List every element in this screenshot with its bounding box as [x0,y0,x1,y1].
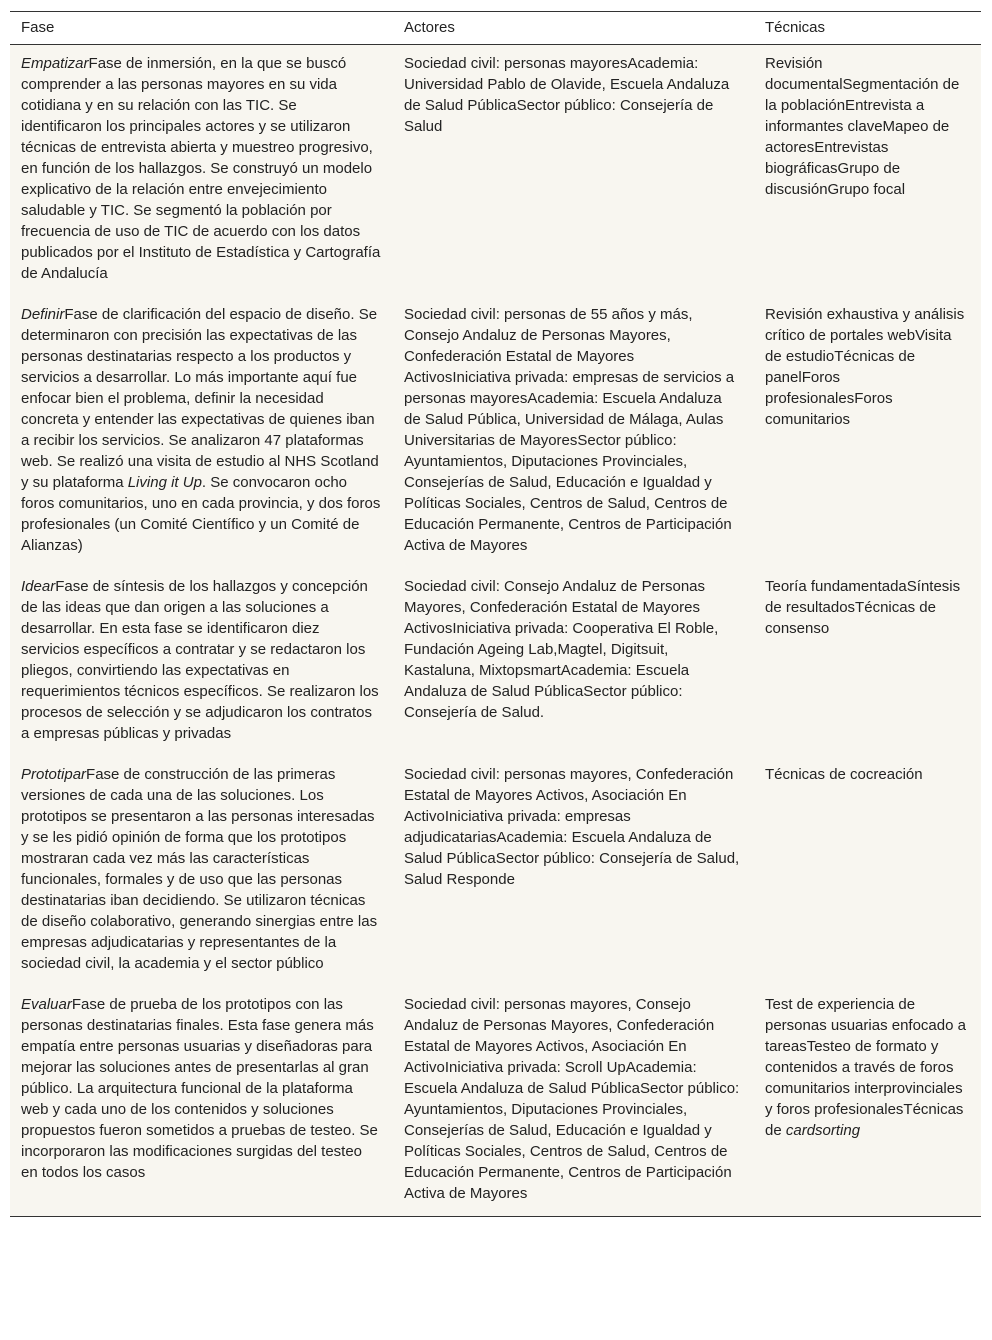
phase-description: Fase de síntesis de los hallazgos y concepción de las ideas que dan origen a las soluciones a desarrollar. En esta fase se identificaron diez servicios específicos a contratar y se redactaron los pliegos, convirtiendo las expectativas en requerimientos técnicos específicos. Se realizaron los procesos de selección y se adjudicaron los contratos a empresas públicas y privadas [21,578,379,742]
technique-cardsorting: cardsorting [785,1122,861,1139]
header-actores: Actores [393,12,754,45]
header-fase: Fase [10,12,393,45]
phase-name: Prototipar [21,766,87,783]
cell-fase [10,986,393,1217]
cell-actores: Sociedad civil: personas mayores, Confederación Estatal de Mayores Activos, Asociación En ActivoIniciativa privada: empresas adjudicatariasAcademia: Escuela Andaluza de Salud PúblicaSector público: Consejería de Salud, Salud Responde [404,766,740,888]
cell-fase [10,568,393,756]
cell-fase [10,45,393,297]
table-row [10,568,981,756]
cell-tecnicas: Revisión exhaustiva y análisis crítico de portales webVisita de estudioTécnicas de panelForos profesionalesForos comunitarios [765,306,965,428]
phase-description: Fase de inmersión, en la que se buscó comprender a las personas mayores en su vida cotidiana y en su relación con las TIC. Se identificaron los principales actores y se utilizaron técnicas de entrevista abierta y muestreo progresivo, en función de los hallazgos. Se construyó un modelo explicativo de la relación entre envejecimiento saludable y TIC. Se segmentó la población por frecuencia de uso de TIC de acuerdo con los datos publicados por el Instituto de Estadística y Cartografía de Andalucía [21,55,381,282]
header-tecnicas: Técnicas [754,12,981,45]
table-row [10,756,981,986]
phase-name: Evaluar [21,996,72,1013]
cell-actores: Sociedad civil: Consejo Andaluz de Personas Mayores, Confederación Estatal de Mayores ActivosIniciativa privada: Cooperativa El Roble, Fundación Ageing Lab,Magtel, Digitsuit, Kastaluna, MixtopsmartAcademia: Escuela Andaluza de Salud PúblicaSector público: Consejería de Salud. [404,578,719,721]
cell-fase [10,296,393,568]
table-row [10,296,981,568]
cell-actores: Sociedad civil: personas de 55 años y más, Consejo Andaluz de Personas Mayores, Confederación Estatal de Mayores ActivosIniciativa privada: empresas de servicios a personas mayoresAcademia: Escuela Andaluza de Salud Pública, Universidad de Málaga, Aulas Universitarias de MayoresSector público: Ayuntamientos, Diputaciones Provinciales, Consejerías de Salud, Educación e Igualdad y Políticas Sociales, Centros de Salud, Centros de Educación Permanente, Centros de Participación Activa de Mayores [404,306,735,554]
table-header-row [10,12,981,45]
table-row [10,986,981,1217]
table-row [10,45,981,297]
phases-table-container [10,11,981,1217]
phase-description-end: . Se convocaron ocho foros comunitarios, uno en cada provincia, y dos foros profesionales (un Comité Científico y un Comité de Alianzas) [21,474,381,554]
phase-name: Empatizar [21,55,89,72]
platform-name: Living it Up [127,474,202,491]
cell-tecnicas [754,986,981,1217]
phase-description: Fase de prueba de los prototipos con las personas destinatarias finales. Esta fase genera más empatía entre personas usuarias y diseñadoras para mejorar las soluciones antes de presentarlas al gran público. La arquitectura funcional de la plataforma web y cada uno de los contenidos y soluciones propuestos fueron sometidos a pruebas de testeo. Se incorporaron las modificaciones surgidas del testeo en todos los casos [21,996,378,1181]
cell-tecnicas: Técnicas de cocreación [765,766,923,783]
cell-tecnicas: Revisión documentalSegmentación de la poblaciónEntrevista a informantes claveMapeo de actoresEntrevistas biográficasGrupo de discusiónGrupo focal [765,55,960,198]
cell-actores: Sociedad civil: personas mayores, Consejo Andaluz de Personas Mayores, Confederación Estatal de Mayores Activos, Asociación En ActivoIniciativa privada: Scroll UpAcademia: Escuela Andaluza de Salud PúblicaSector público: Ayuntamientos, Diputaciones Provinciales, Consejerías de Salud, Educación e Igualdad y Políticas Sociales, Centros de Salud, Centros de Educación Permanente, Centros de Participación Activa de Mayores [393,986,754,1217]
phase-name: Idear [21,578,56,595]
phase-description: Fase de clarificación del espacio de diseño. Se determinaron con precisión las expectativas de las personas destinatarias respecto a los productos y servicios a desarrollar. Lo más importante aquí fue enfocar bien el problema, definir la necesidad concreta y entender las expectativas de quienes iban a recibir los servicios. Se analizaron 47 plataformas web. Se realizó una visita de estudio al NHS Scotland y su plataforma [21,306,379,491]
cell-tecnicas: Teoría fundamentadaSíntesis de resultadosTécnicas de consenso [765,578,961,637]
phase-description: Fase de construcción de las primeras versiones de cada una de las soluciones. Los prototipos se presentaron a las personas interesadas y se les pidió opinión de forma que los prototipos mostraran cada vez más las características funcionales, formales y de uso que las personas destinatarias iban decidiendo. Se utilizaron técnicas de diseño colaborativo, generando sinergias entre las empresas adjudicatarias y representantes de la sociedad civil, la academia y el sector público [21,766,378,972]
cell-actores: Sociedad civil: personas mayoresAcademia: Universidad Pablo de Olavide, Escuela Andaluza de Salud PúblicaSector público: Consejería de Salud [404,55,730,135]
cell-fase [10,756,393,986]
phase-name: Definir [21,306,65,323]
phases-table [10,11,981,1217]
techniques-text: Test de experiencia de personas usuarias enfocado a tareasTesteo de formato y contenidos a través de foros comunitarios interprovinciales y foros profesionalesTécnicas de [765,996,966,1139]
